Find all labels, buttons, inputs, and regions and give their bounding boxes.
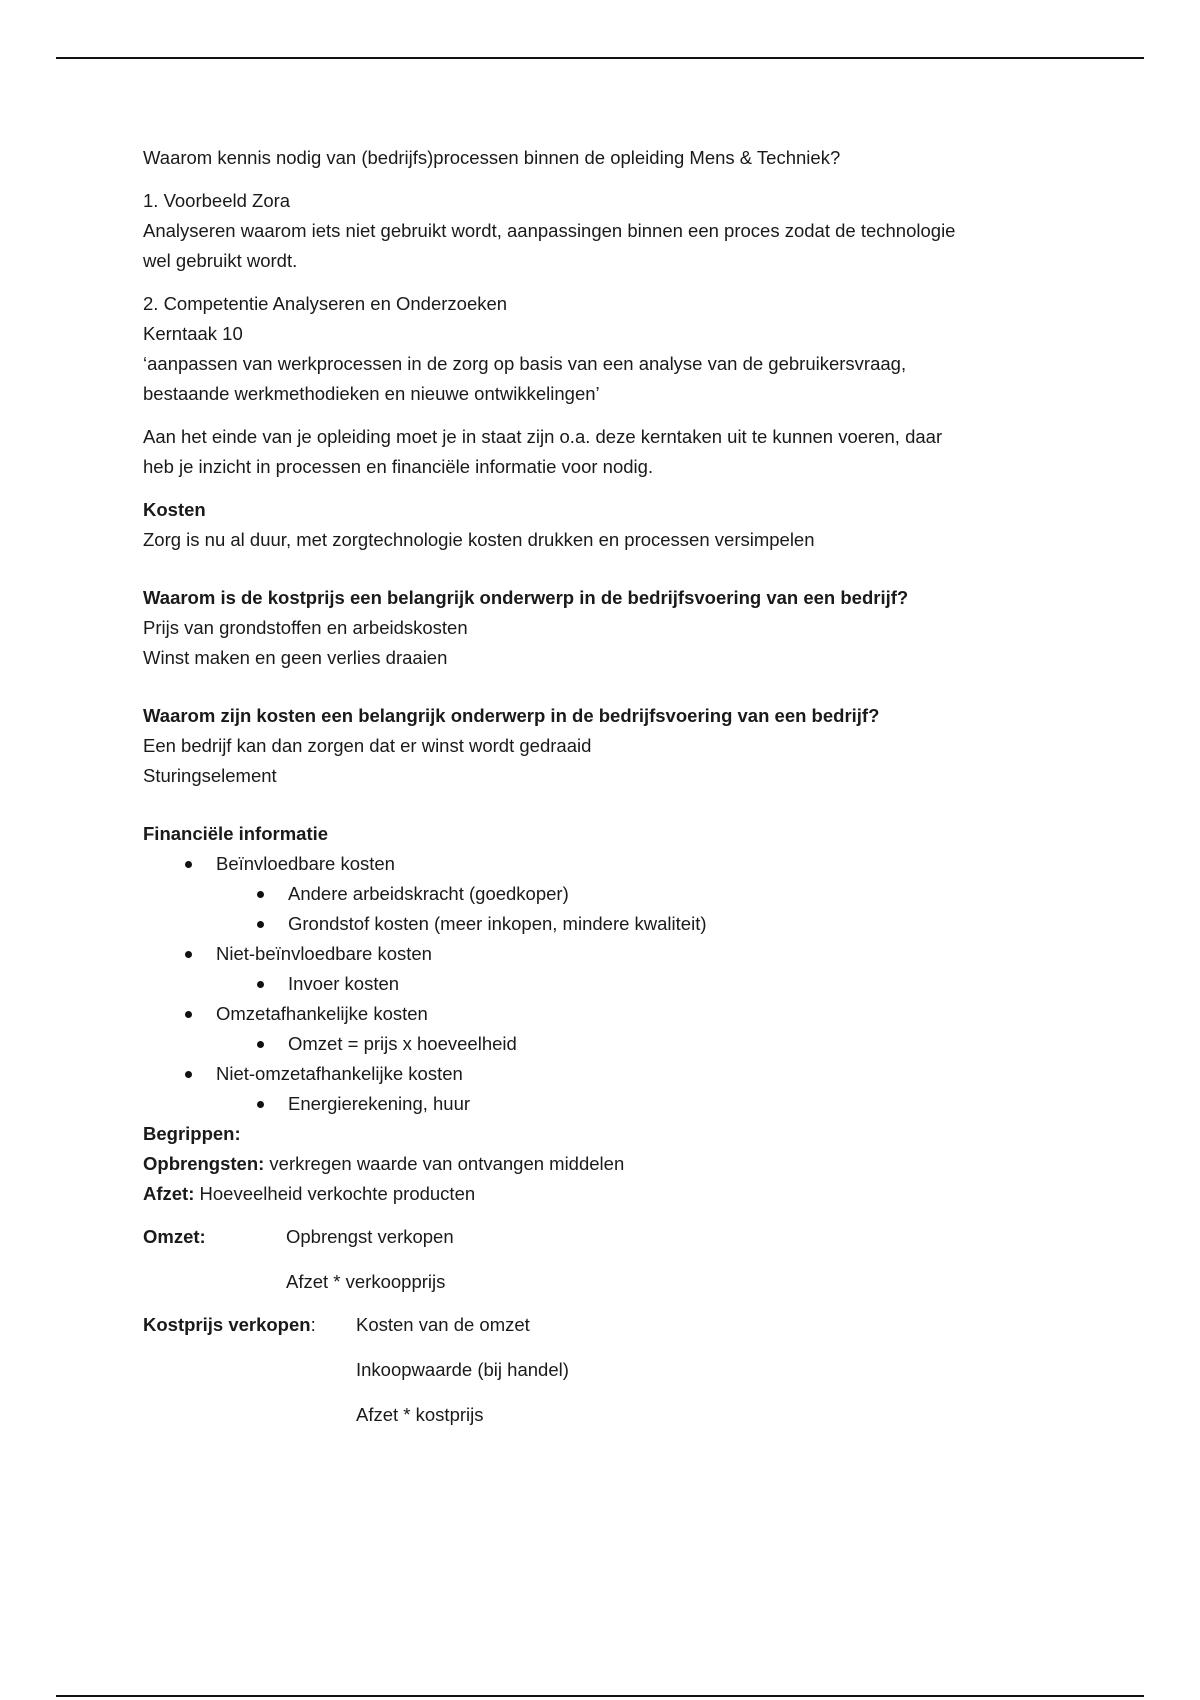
definition-text: Opbrengst verkopen	[286, 1226, 454, 1247]
definition-term: Opbrengsten:	[143, 1153, 265, 1174]
quote-line: bestaande werkmethodieken en nieuwe ontwikkelingen’	[143, 383, 600, 404]
page-bottom-rule	[56, 1695, 1144, 1697]
answer-line: Prijs van grondstoffen en arbeidskosten	[143, 617, 468, 638]
intro-question: Waarom kennis nodig van (bedrijfs)processen binnen de opleiding Mens & Techniek?	[143, 147, 841, 168]
list-item: Niet-beïnvloedbare kosten	[143, 939, 1063, 969]
page-top-rule	[56, 57, 1144, 59]
document-body	[143, 143, 1063, 1430]
definition-colon: :	[310, 1314, 316, 1335]
section-title: 1. Voorbeeld Zora	[143, 190, 291, 211]
section-heading: Financiële informatie	[143, 823, 329, 844]
definition-line	[143, 1149, 1063, 1179]
sub-list-item: Andere arbeidskracht (goedkoper)	[143, 879, 1063, 909]
list-item: Beïnvloedbare kosten	[143, 849, 1063, 879]
section-question-kostprijs	[143, 583, 1063, 673]
section-competentie	[143, 289, 1063, 409]
definition-values	[356, 1310, 569, 1430]
list-item: Omzetafhankelijke kosten	[143, 999, 1063, 1029]
section-heading: Kosten	[143, 499, 206, 520]
sub-list-item: Grondstof kosten (meer inkopen, mindere kwaliteit)	[143, 909, 1063, 939]
list-item: Niet-omzetafhankelijke kosten	[143, 1059, 1063, 1089]
section-financiele-informatie	[143, 819, 1063, 1119]
answer-line: Een bedrijf kan dan zorgen dat er winst wordt gedraaid	[143, 735, 592, 756]
paragraph-line: Analyseren waarom iets niet gebruikt wordt, aanpassingen binnen een proces zodat de technologie	[143, 220, 956, 241]
paragraph-line: wel gebruikt wordt.	[143, 250, 298, 271]
definition-term: Kostprijs verkopen	[143, 1314, 311, 1335]
quote-line: ‘aanpassen van werkprocessen in de zorg op basis van een analyse van de gebruikersvraag,	[143, 353, 907, 374]
paragraph-line: Aan het einde van je opleiding moet je in staat zijn o.a. deze kerntaken uit te kunnen voeren, daar	[143, 426, 943, 447]
paragraph-line: heb je inzicht in processen en financiële informatie voor nodig.	[143, 456, 654, 477]
sub-list-item: Omzet = prijs x hoeveelheid	[143, 1029, 1063, 1059]
answer-line: Sturingselement	[143, 765, 277, 786]
question-heading: Waarom is de kostprijs een belangrijk onderwerp in de bedrijfsvoering van een bedrijf?	[143, 587, 909, 608]
definition-text: Afzet * verkoopprijs	[286, 1271, 446, 1292]
section-voorbeeld-zora	[143, 186, 1063, 276]
definition-omzet	[143, 1222, 1063, 1297]
kerntaak-label: Kerntaak 10	[143, 323, 243, 344]
paragraph-line: Zorg is nu al duur, met zorgtechnologie kosten drukken en processen versimpelen	[143, 529, 815, 550]
section-begrippen	[143, 1119, 1063, 1430]
section-question-kosten	[143, 701, 1063, 791]
section-kosten	[143, 495, 1063, 555]
definition-values	[286, 1222, 454, 1297]
section-title: 2. Competentie Analyseren en Onderzoeken	[143, 293, 508, 314]
answer-line: Winst maken en geen verlies draaien	[143, 647, 448, 668]
definition-term: Omzet:	[143, 1226, 206, 1247]
section-conclusion	[143, 422, 1063, 482]
definition-text: verkregen waarde van ontvangen middelen	[264, 1153, 625, 1174]
definition-term-wrap	[143, 1310, 356, 1430]
cost-type-list	[143, 849, 1063, 1119]
definition-kostprijs-verkopen	[143, 1310, 1063, 1430]
definition-text: Afzet * kostprijs	[356, 1404, 484, 1425]
definition-text: Hoeveelheid verkochte producten	[194, 1183, 476, 1204]
definition-line	[143, 1179, 1063, 1209]
sub-list-item: Invoer kosten	[143, 969, 1063, 999]
definition-text: Inkoopwaarde (bij handel)	[356, 1359, 569, 1380]
sub-list-item: Energierekening, huur	[143, 1089, 1063, 1119]
definition-text: Kosten van de omzet	[356, 1314, 530, 1335]
question-heading: Waarom zijn kosten een belangrijk onderwerp in de bedrijfsvoering van een bedrijf?	[143, 705, 880, 726]
definition-term: Afzet:	[143, 1183, 195, 1204]
section-heading: Begrippen:	[143, 1123, 241, 1144]
